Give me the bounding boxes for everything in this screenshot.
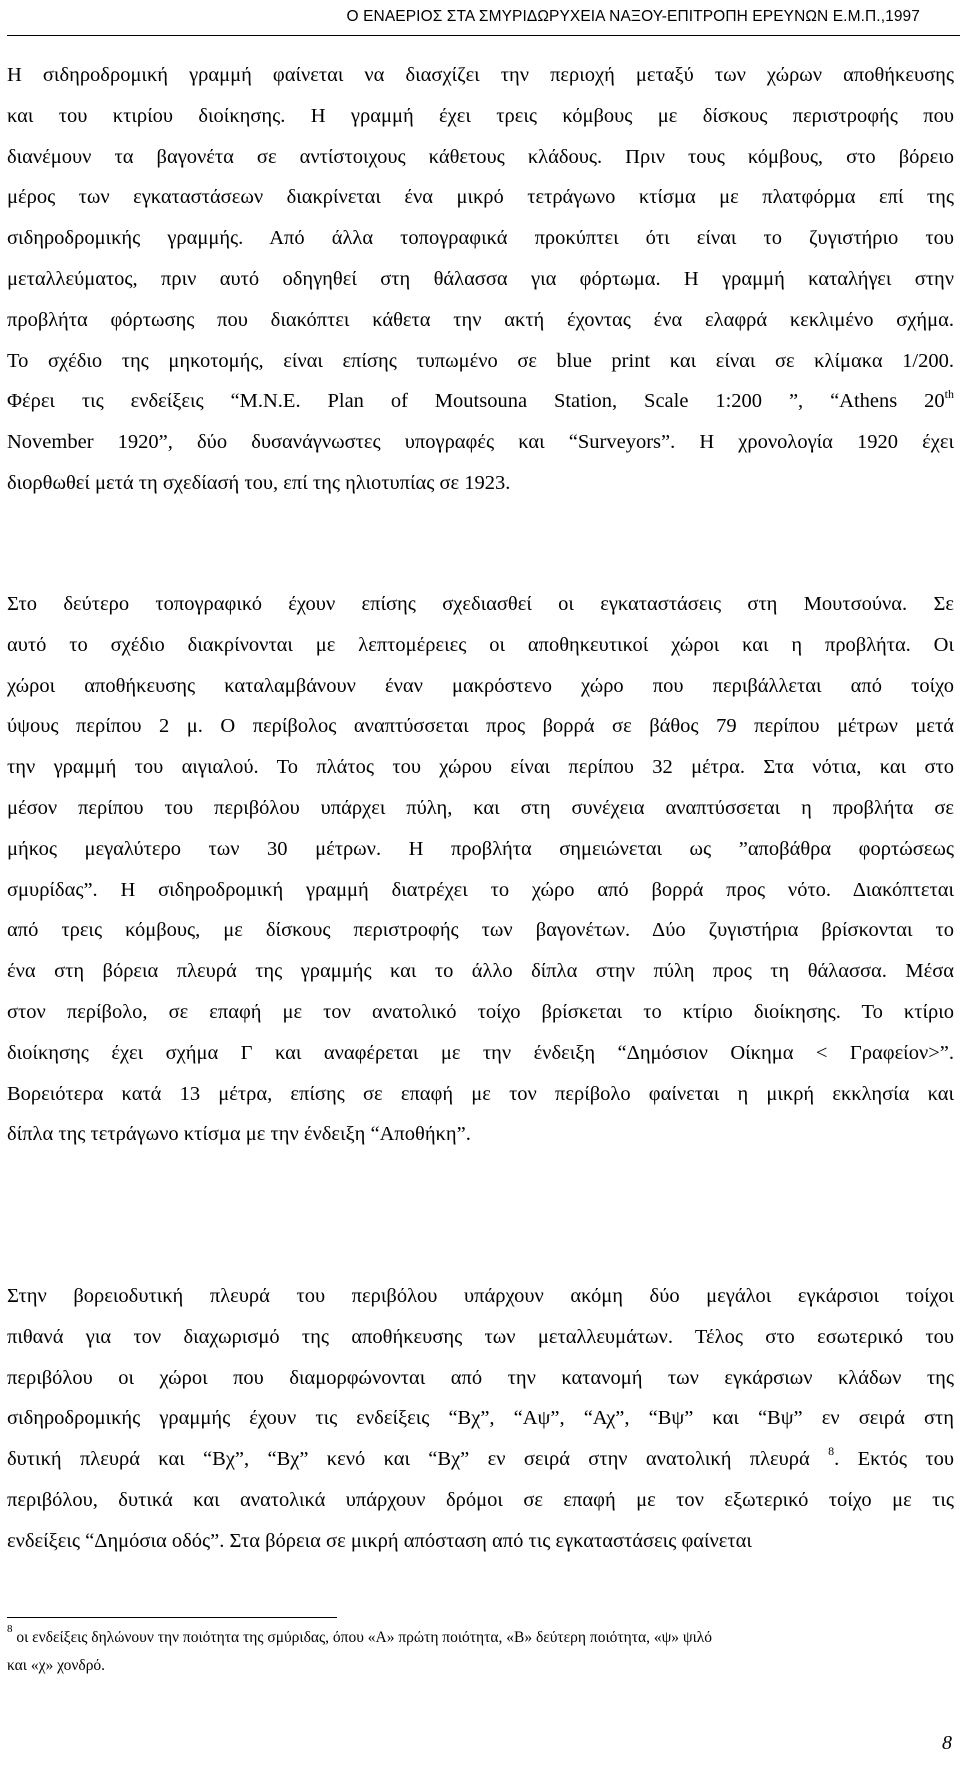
paragraph-2	[7, 584, 954, 1155]
text-line: στον περίβολο, σε επαφή με τον ανατολικό τοίχο βρίσκεται το κτίριο διοίκησης. Το κτίριο	[7, 1000, 954, 1023]
footnote-line-1	[7, 1624, 952, 1652]
text-line: ύψους περίπου 2 μ. Ο περίβολος αναπτύσσεται προς βορρά σε βάθος 79 περίπου μέτρων μετά	[7, 715, 954, 738]
text-line: σιδηροδρομικής γραμμής. Από άλλα τοπογραφικά προκύπτει ότι είναι το ζυγιστήριο του	[7, 227, 954, 250]
text-line: November 1920”, δύο δυσανάγνωστες υπογραφές και “Surveyors”. Η χρονολογία 1920 έχει	[7, 431, 954, 454]
paragraph-text	[7, 55, 954, 504]
text-line	[7, 381, 954, 422]
text-line: πιθανά για τον διαχωρισμό της αποθήκευσης των μεταλλευμάτων. Τέλος στο εσωτερικό του	[7, 1325, 954, 1348]
text-line: ένα στη βόρεια πλευρά της γραμμής και το άλλο δίπλα στην πύλη προς τη θάλασσα. Μέσα	[7, 960, 954, 983]
text-line: από τρεις κόμβους, με δίσκους περιστροφής των βαγονέτων. Δύο ζυγιστήρια βρίσκονται το	[7, 919, 954, 942]
text-line: διανέμουν τα βαγονέτα σε αντίστοιχους κάθετους κλάδους. Πριν τους κόμβους, στο βόρειο	[7, 145, 954, 168]
footnote-marker: 8	[7, 1622, 13, 1635]
paragraph-3	[7, 1276, 954, 1562]
text-line: αυτό το σχέδιο διακρίνονται με λεπτομέρειες οι αποθηκευτικοί χώροι και η προβλήτα. Οι	[7, 633, 954, 656]
page-number: 8	[942, 1732, 952, 1754]
text-line: Στο δεύτερο τοπογραφικό έχουν επίσης σχεδιασθεί οι εγκαταστάσεις στη Μουτσούνα. Σε	[7, 593, 954, 615]
footnote-line-2: και «χ» χονδρό.	[7, 1657, 106, 1674]
text-line: μήκος μεγαλύτερο των 30 μέτρων. Η προβλήτα σημειώνεται ως ”αποβάθρα φορτώσεως	[7, 837, 954, 860]
text-line: μεταλλεύματος, πριν αυτό οδηγηθεί στη θάλασσα για φόρτωμα. Η γραμμή καταλήγει στην	[7, 267, 954, 290]
text-line: την γραμμή του αιγιαλού. Το πλάτος του χώρου είναι περίπου 32 μέτρα. Στα νότια, και στο	[7, 756, 954, 779]
paragraph-text	[7, 584, 954, 1155]
text-line: Βορειότερα κατά 13 μέτρα, επίσης σε επαφή με τον περίβολο φαίνεται η μικρή εκκλησία και	[7, 1082, 954, 1105]
header-rule	[7, 35, 960, 36]
text-line: χώροι αποθήκευσης καταλαμβάνουν έναν μακρόστενο χώρο που περιβάλλεται από τοίχο	[7, 674, 954, 697]
text-line: σμυρίδας”. Η σιδηροδρομική γραμμή διατρέχει το χώρο από βορρά προς νότο. Διακόπτεται	[7, 878, 954, 901]
superscript: th	[944, 386, 954, 401]
footnote-rule	[7, 1617, 337, 1618]
text-run: . Εκτός του	[834, 1448, 954, 1471]
text-line: περιβόλου, δυτικά και ανατολικά υπάρχουν δρόμοι σε επαφή με τον εξωτερικό τοίχο με τις	[7, 1488, 954, 1511]
text-line: σιδηροδρομικής γραμμής έχουν τις ενδείξεις “Βχ”, “Αψ”, “Αχ”, “Βψ” και “Βψ” εν σειρά στη	[7, 1407, 954, 1430]
text-run: Φέρει τις ενδείξεις “M.N.E. Plan of Moutsouna Station, Scale 1:200 ”, “Athens 20	[7, 390, 945, 413]
paragraph-text	[7, 1276, 954, 1562]
running-header: Ο ΕΝΑΕΡΙΟΣ ΣΤΑ ΣΜΥΡΙΔΩΡΥΧΕΙΑ ΝΑΞΟΥ-ΕΠΙΤΡΟΠΗ ΕΡΕΥΝΩΝ Ε.Μ.Π.,1997	[346, 8, 920, 25]
text-line: Το σχέδιο της μηκοτομής, είναι επίσης τυπωμένο σε blue print και είναι σε κλίμακα 1/200.	[7, 349, 954, 372]
text-line: και του κτιρίου διοίκησης. Η γραμμή έχει τρεις κόμβους με δίσκους περιστροφής που	[7, 104, 954, 127]
footnote-text: οι ενδείξεις δηλώνουν την ποιότητα της σμύριδας, όπου «Α» πρώτη ποιότητα, «Β» δεύτερη ποιότητα, «ψ» ψιλό	[12, 1629, 713, 1646]
text-line: διοίκησης έχει σχήμα Γ και αναφέρεται με την ένδειξη “Δημόσιον Οίκημα < Γραφείον>”.	[7, 1041, 954, 1064]
text-line: δίπλα της τετράγωνο κτίσμα με την ένδειξη “Αποθήκη”.	[7, 1123, 471, 1146]
text-line: Η σιδηροδρομική γραμμή φαίνεται να διασχίζει την περιοχή μεταξύ των χώρων αποθήκευσης	[7, 64, 954, 86]
paragraph-1	[7, 55, 954, 504]
text-line: μέρος των εγκαταστάσεων διακρίνεται ένα μικρό τετράγωνο κτίσμα με πλατφόρμα επί της	[7, 186, 954, 209]
text-line: ενδείξεις “Δημόσια οδός”. Στα βόρεια σε μικρή απόσταση από τις εγκαταστάσεις φαίνεται	[7, 1529, 752, 1552]
text-line: μέσον περίπου του περιβόλου υπάρχει πύλη, και στη συνέχεια αναπτύσσεται η προβλήτα σε	[7, 796, 954, 819]
text-line: Στην βορειοδυτική πλευρά του περιβόλου υπάρχουν ακόμη δύο μεγάλοι εγκάρσιοι τοίχοι	[7, 1285, 954, 1307]
text-line	[7, 1439, 954, 1480]
text-line: περιβόλου οι χώροι που διαμορφώνονται από την κατανομή των εγκάρσιων κλάδων της	[7, 1366, 954, 1389]
text-line: διορθωθεί μετά τη σχεδίασή του, επί της ηλιοτυπίας σε 1923.	[7, 471, 511, 494]
superscript: 8	[828, 1444, 835, 1459]
text-run: δυτική πλευρά και “Βχ”, “Βχ” κενό και “Βχ” εν σειρά στην ανατολική πλευρά	[7, 1448, 829, 1471]
text-line: προβλήτα φόρτωσης που διακόπτει κάθετα την ακτή έχοντας ένα ελαφρά κεκλιμένο σχήμα.	[7, 308, 954, 331]
footnote	[7, 1624, 952, 1680]
